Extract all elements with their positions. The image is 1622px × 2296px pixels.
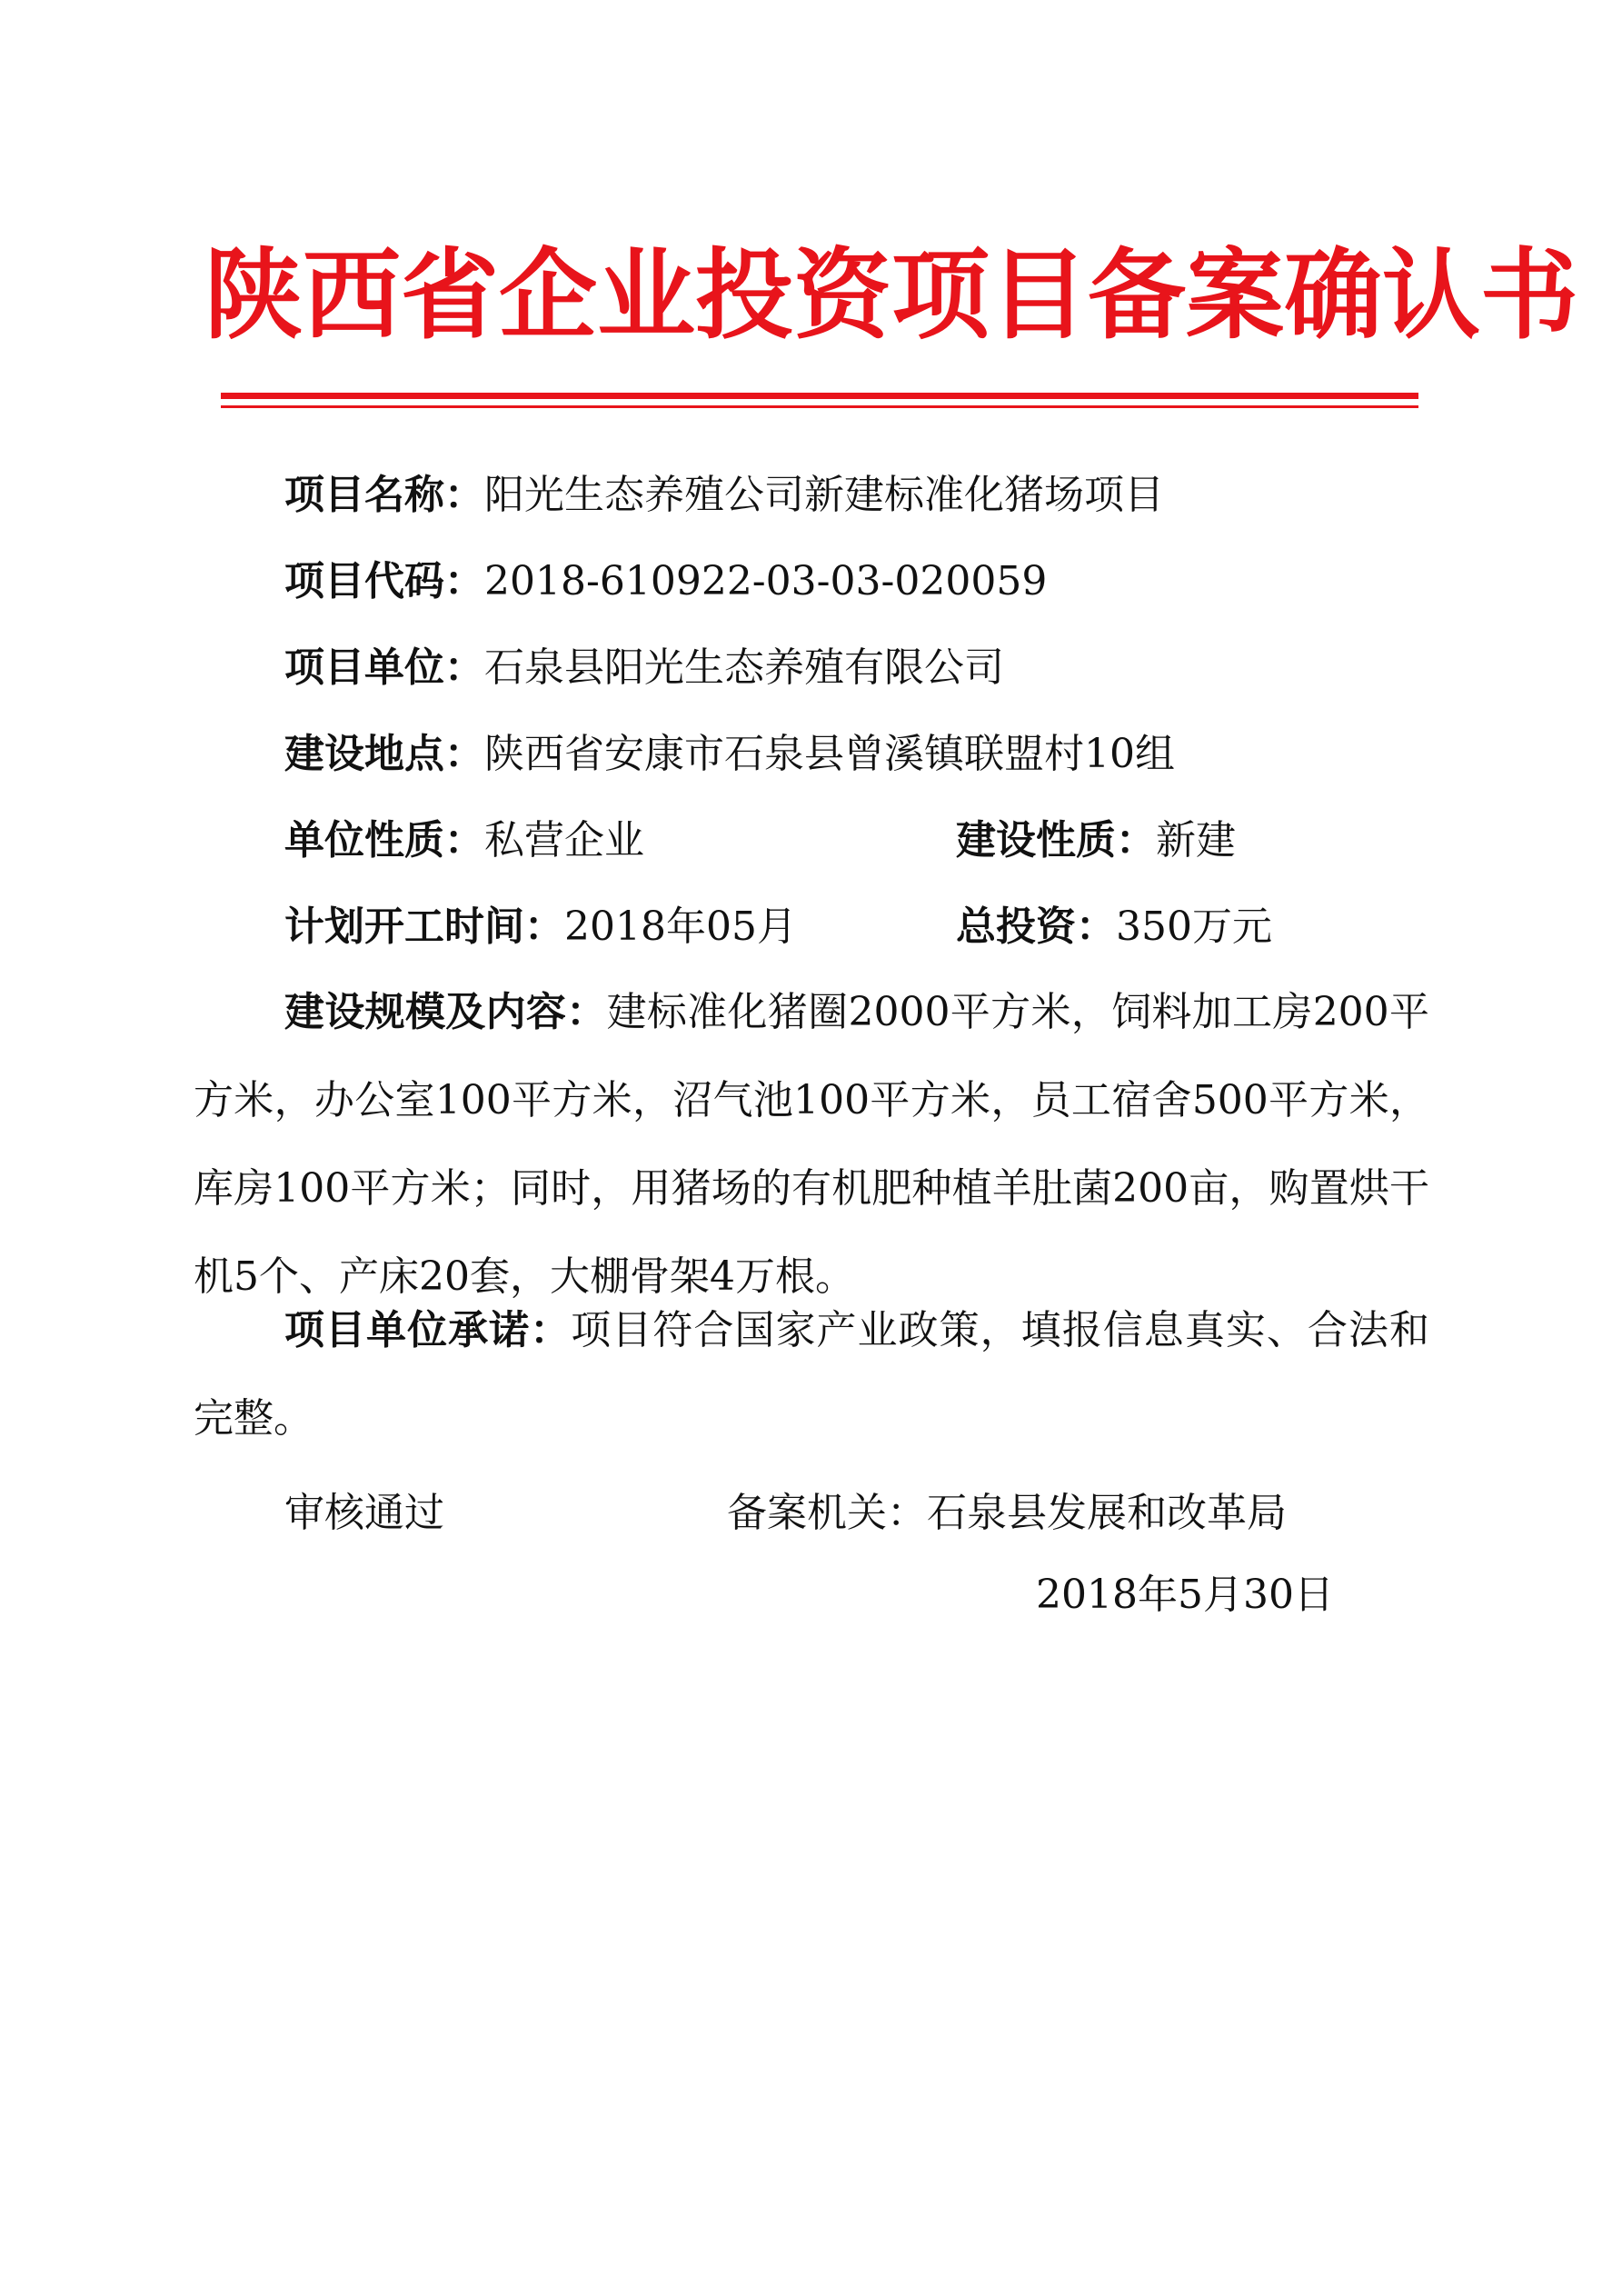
review-status: 审核通过 (284, 1490, 444, 1536)
location-label: 建设地点： (284, 731, 484, 777)
planned-start-value: 2018年05月 (564, 903, 797, 950)
project-code-row (284, 554, 1047, 609)
project-name-value: 阳光生态养殖公司新建标准化猪场项目 (484, 472, 1164, 518)
total-investment-row (956, 900, 1272, 954)
planned-start-label: 计划开工时间： (284, 903, 564, 950)
planned-start-row (284, 900, 797, 954)
title-rule-thin (221, 405, 1418, 408)
filing-authority-value: 石泉县发展和改革局 (927, 1490, 1287, 1536)
location-row (284, 727, 1175, 782)
construction-scale-paragraph (194, 968, 1429, 1321)
project-code-value: 2018-610922-03-03-020059 (484, 558, 1048, 604)
unit-nature-value: 私营企业 (484, 817, 644, 863)
project-name-label: 项目名称： (284, 472, 484, 518)
project-unit-value: 石泉县阳光生态养殖有限公司 (484, 644, 1004, 691)
commitment-paragraph (194, 1286, 1429, 1462)
document-title: 陕西省企业投资项目备案确认书 (204, 238, 1579, 353)
construction-nature-row (956, 814, 1236, 868)
construction-scale-label: 建设规模及内容： (284, 989, 607, 1035)
unit-nature-label: 单位性质： (284, 817, 484, 863)
project-code-label: 项目代码： (284, 558, 484, 604)
commitment-label: 项目单位承诺： (284, 1307, 572, 1353)
unit-nature-row (284, 814, 644, 868)
filing-authority-label: 备案机关： (727, 1490, 927, 1536)
filing-date: 2018年5月30日 (1036, 1572, 1334, 1618)
project-name-row (284, 468, 1164, 523)
title-rule-thick (221, 393, 1418, 399)
commitment-value: 项目符合国家产业政策，填报信息真实、合法和完整。 (194, 1307, 1430, 1442)
filing-authority (727, 1486, 1287, 1541)
construction-nature-value: 新建 (1156, 817, 1236, 863)
total-investment-value: 350万元 (1116, 903, 1272, 950)
total-investment-label: 总投资： (956, 903, 1116, 950)
project-unit-label: 项目单位： (284, 644, 484, 691)
project-unit-row (284, 641, 1004, 695)
location-value: 陕西省安康市石泉县曾溪镇联盟村10组 (484, 731, 1175, 777)
construction-scale-value: 建标准化猪圈2000平方米，饲料加工房200平方米，办公室100平方米，沼气池100平方米，员工宿舍500平方米，库房100平方米；同时，用猪场的有机肥种植羊肚菌200亩，购置烘干机5个、产床20套，大棚骨架4万根。 (194, 989, 1429, 1300)
construction-nature-label: 建设性质： (956, 817, 1156, 863)
